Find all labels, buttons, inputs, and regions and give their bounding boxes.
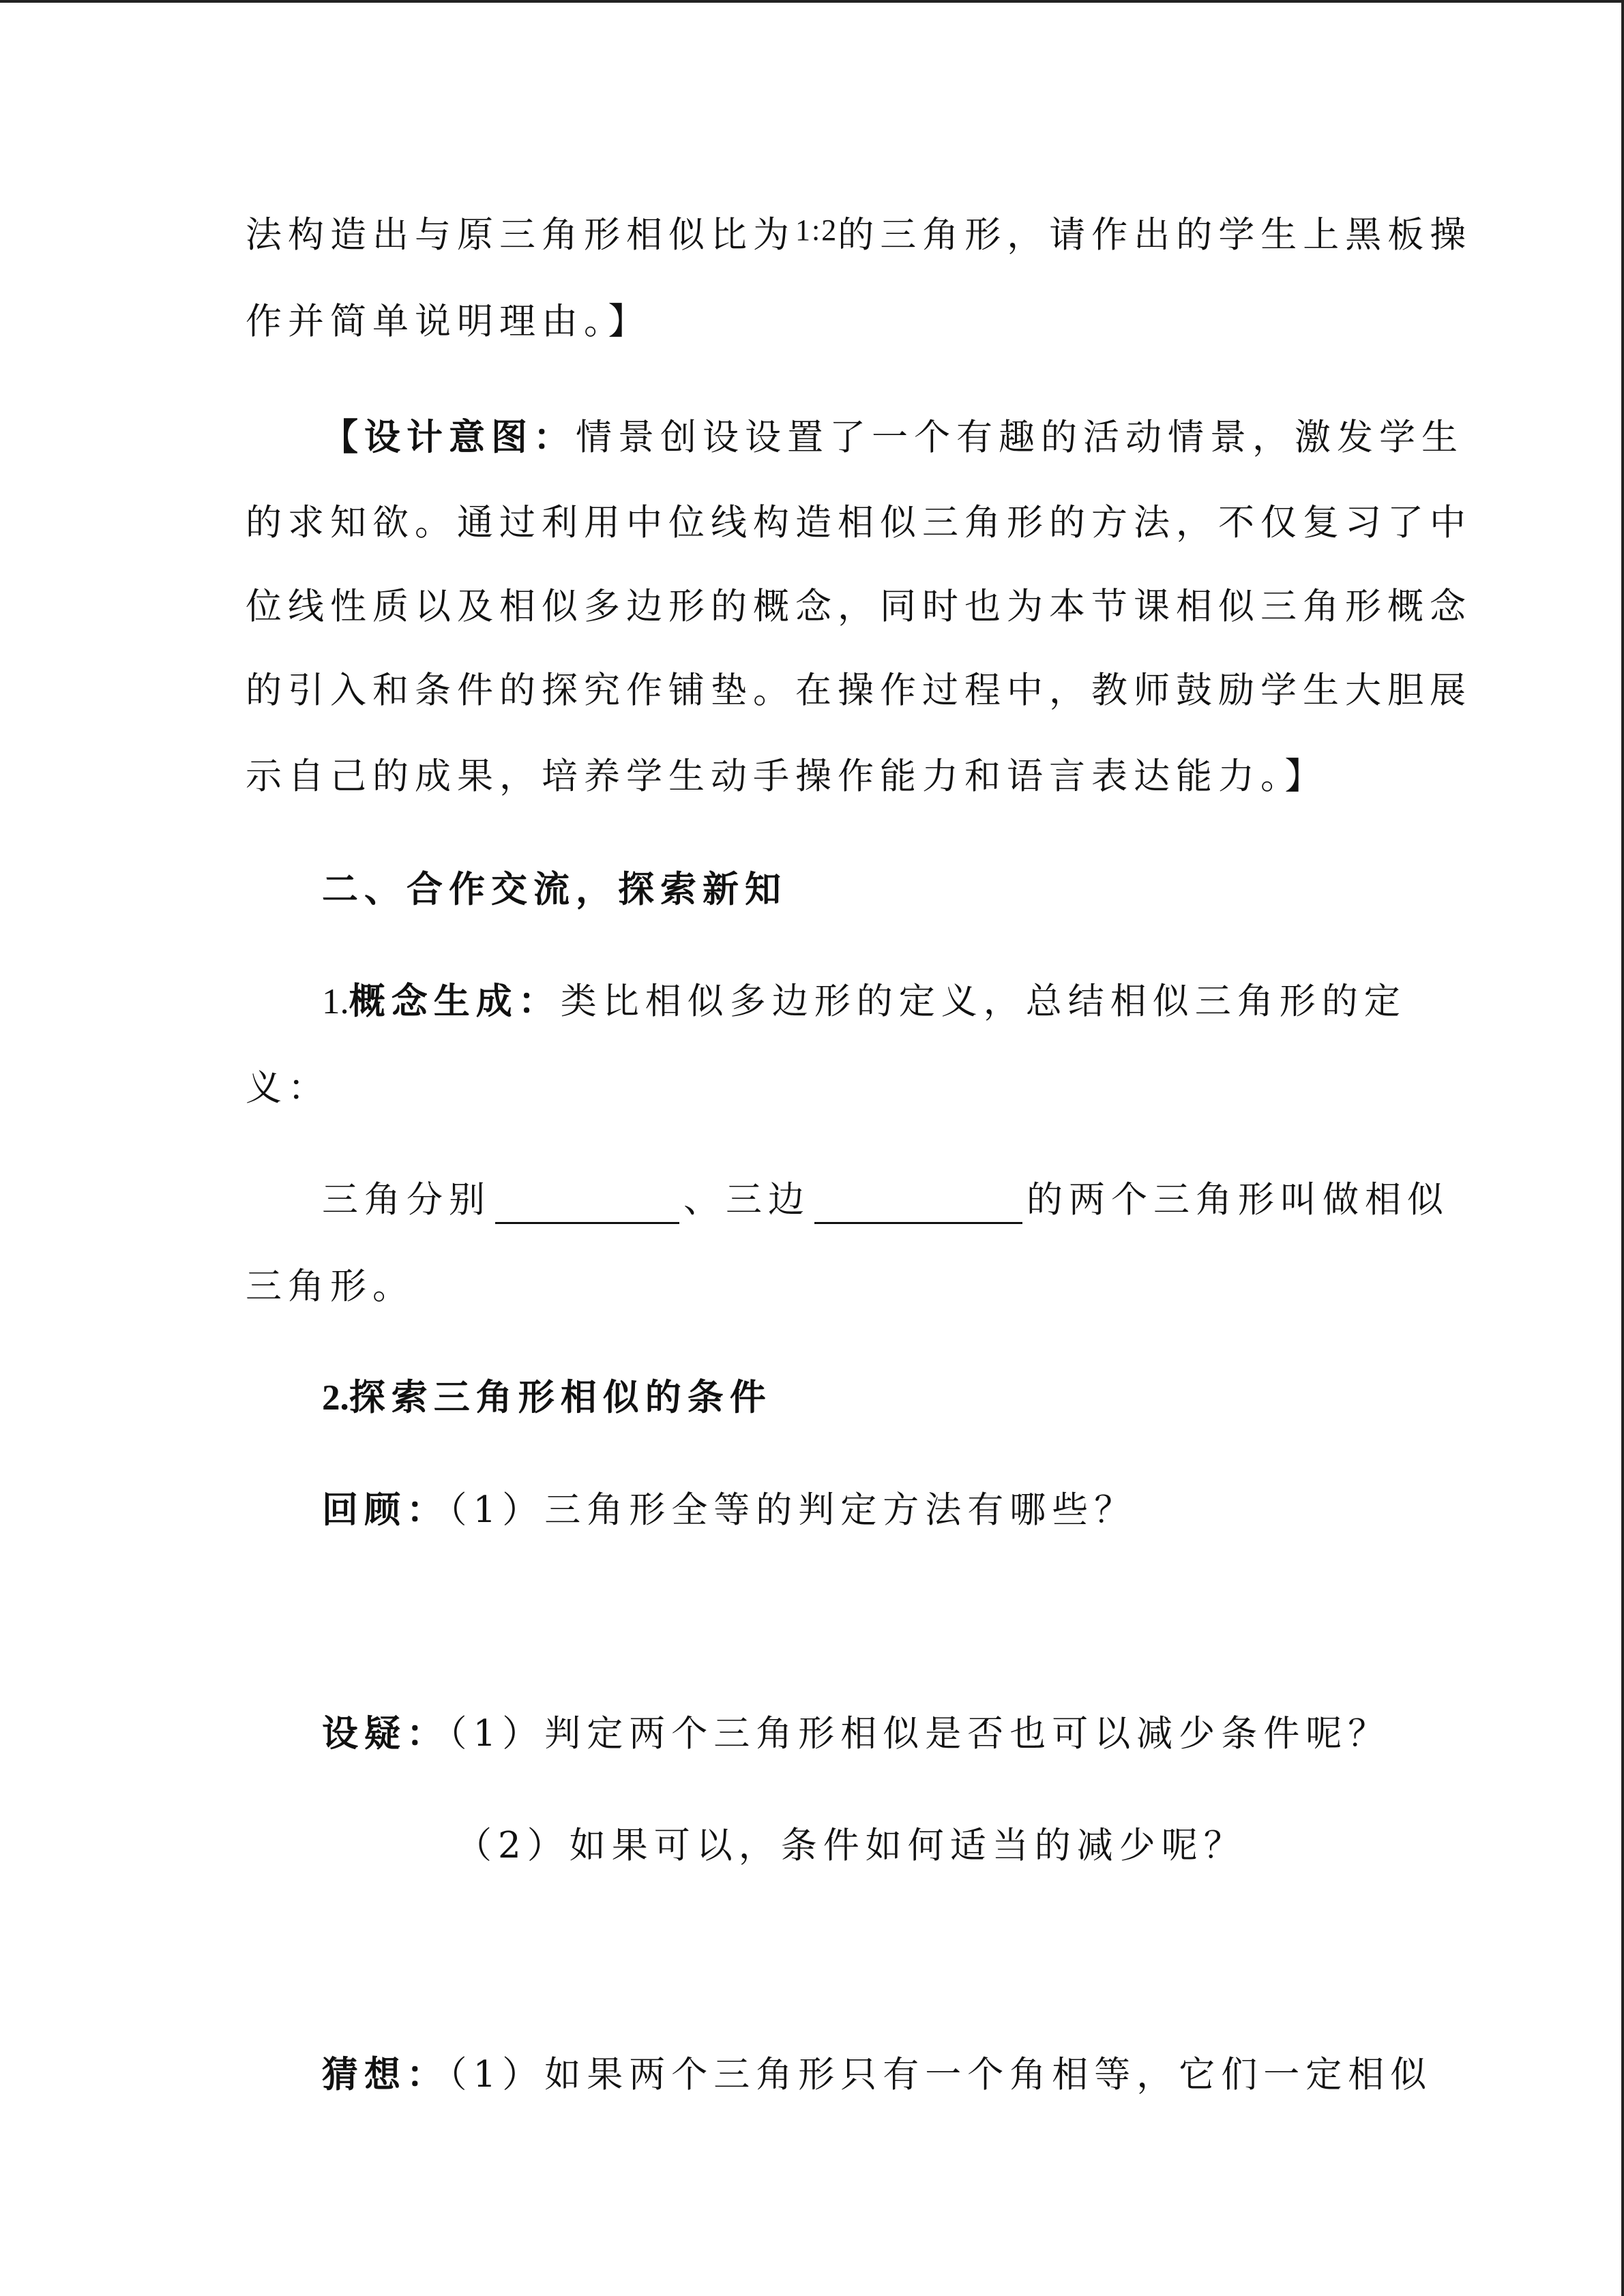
- concept-label: 概念生成：: [349, 981, 561, 1022]
- explore-heading: 2.探索三角形相似的条件: [322, 1377, 772, 1418]
- review-label: 回顾：: [322, 1489, 449, 1531]
- intro-text-b: 的三角形，请作出的学生上黑板操: [838, 214, 1473, 256]
- question-line-2: （2）如果可以，条件如何适当的减少呢？: [456, 1825, 1246, 1866]
- guess-label: 猜想：: [322, 2054, 449, 2096]
- page-right-border: [1621, 0, 1624, 2296]
- question-line-1: 设疑：（1）判定两个三角形相似是否也可以减少条件呢？: [322, 1713, 1391, 1755]
- page-top-border: [0, 0, 1624, 3]
- design-intent-line-3: 位线性质以及相似多边形的概念，同时也为本节课相似三角形概念: [246, 586, 1472, 627]
- design-intent-line-4: 的引入和条件的探究作铺垫。在操作过程中，教师鼓励学生大胆展: [246, 670, 1472, 711]
- question-label: 设疑：: [322, 1713, 449, 1755]
- section-heading: 二、合作交流，探索新知: [322, 869, 787, 910]
- design-intent-label: 【设计意图：: [322, 417, 576, 458]
- design-intent-line-5: 示自己的成果，培养学生动手操作能力和语言表达能力。】: [246, 756, 1327, 797]
- guess-line-1: 猜想：（1）如果两个三角形只有一个角相等，它们一定相似: [322, 2054, 1433, 2096]
- concept-line-1: 1.概念生成：类比相似多边形的定义，总结相似三角形的定: [322, 981, 1406, 1022]
- design-intent-line-1: 【设计意图：情景创设设置了一个有趣的活动情景，激发学生: [322, 417, 1464, 458]
- fill-blank-sides: [814, 1182, 1022, 1224]
- fill-blank-angles: [495, 1182, 679, 1224]
- intro-text-a: 法构造出与原三角形相似比为: [246, 214, 795, 256]
- definition-line-1: 三角分别 、三边 的两个三角形叫做相似: [322, 1176, 1449, 1224]
- concept-line-2: 义：: [246, 1067, 330, 1109]
- review-line: 回顾：（1）三角形全等的判定方法有哪些？: [322, 1489, 1137, 1531]
- intro-line-2: 作并简单说明理由。】: [246, 301, 651, 342]
- definition-line-2: 三角形。: [246, 1266, 415, 1307]
- similarity-ratio: 1:2: [795, 213, 838, 247]
- design-intent-line-2: 的求知欲。通过利用中位线构造相似三角形的方法，不仅复习了中: [246, 502, 1472, 543]
- concept-number: 1.: [322, 982, 349, 1022]
- intro-line-1: [246, 211, 1472, 261]
